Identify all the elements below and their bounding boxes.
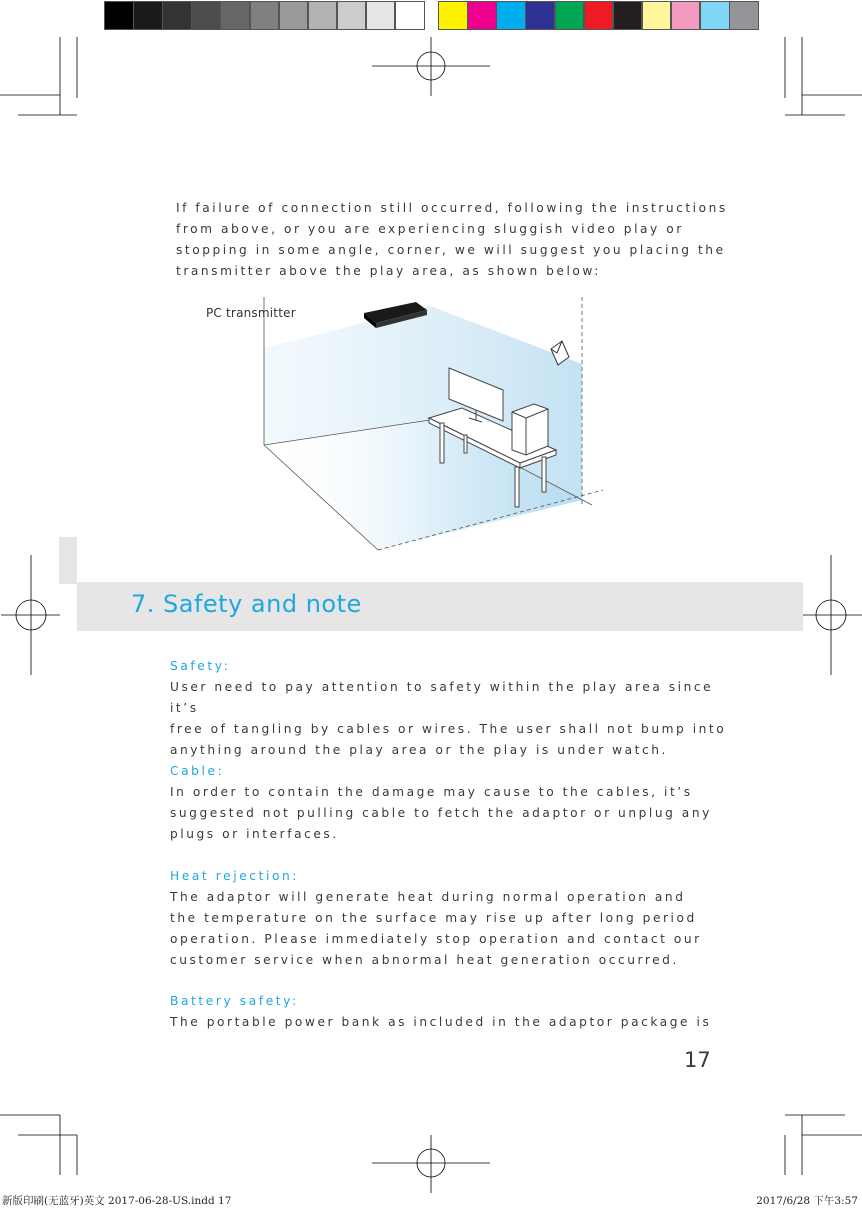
section-heat-rejection — [170, 866, 730, 971]
section-battery-safety — [170, 991, 730, 1033]
section-cable — [170, 761, 730, 845]
section-heading: Cable: — [170, 764, 225, 778]
section-body: User need to pay attention to safety within the play area since it’s free of tangling by cables or wires. The user shall not bump into anything around the play area or the play is under watch. — [170, 680, 727, 757]
section-body: The portable power bank as included in the adaptor package is — [170, 1015, 712, 1029]
print-slug-file: 新版印刷(无蓝牙)英文 2017-06-28-US.indd 17 — [2, 1195, 232, 1207]
print-slug-timestamp: 2017/6/28 下午3:57 — [756, 1195, 858, 1207]
section-title: 7. Safety and note — [131, 590, 362, 618]
section-heading: Battery safety: — [170, 994, 299, 1008]
page-number: 17 — [684, 1048, 711, 1072]
section-safety — [170, 656, 730, 761]
section-body: The adaptor will generate heat during normal operation and the temperature on the surface may rise up after long period operation. Please immediately stop operation and contact our customer service when abnormal heat generation occurred. — [170, 890, 702, 967]
section-body: In order to contain the damage may cause to the cables, it’s suggested not pulling cable to fetch the adaptor or unplug any plugs or interfaces. — [170, 785, 712, 841]
section-heading: Heat rejection: — [170, 869, 300, 883]
intro-paragraph: If failure of connection still occurred, following the instructions from above, or you are experiencing sluggish video play or stopping in some angle, corner, we will suggest you placing the transmitter above the play area, as shown below: — [176, 201, 728, 278]
banner-tab — [59, 537, 77, 584]
pc-tower — [512, 404, 548, 455]
section-heading: Safety: — [170, 659, 231, 673]
figure-label-pc-transmitter: PC transmitter — [206, 306, 296, 320]
play-area-illustration — [180, 290, 620, 560]
